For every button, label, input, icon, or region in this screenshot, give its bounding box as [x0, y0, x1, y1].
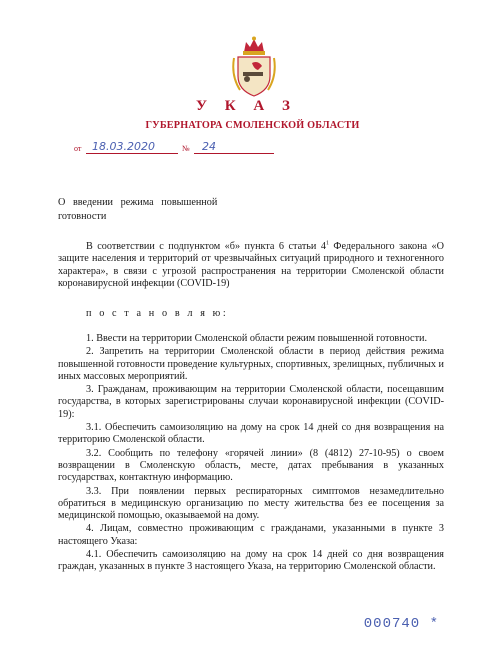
coat-of-arms-emblem	[230, 36, 278, 98]
preamble-superscript: 1	[325, 240, 329, 247]
decree-item-3-2: 3.2. Сообщить по телефону «горячей линии» (8 (4812) 27-10-95) о своем возвращении в Смоленскую область, месте, датах пребывания в указанных государствах, контактную информацию.	[58, 447, 444, 484]
decree-title: У К А З	[196, 98, 297, 114]
preamble-part-1: В соответствии с подпунктом «б» пункта 6 статьи 4	[86, 241, 326, 252]
decree-item-4-1: 4.1. Обеспечить самоизоляцию на дому на срок 14 дней со дня возвращения граждан, указанных в пункте 3 настоящего Указа, на территорию Смоленской области.	[58, 549, 444, 573]
decree-item-4: 4. Лицам, совместно проживающим с гражданами, указанными в пункте 3 настоящего Указа:	[58, 523, 444, 547]
number-handwritten: 24	[202, 140, 216, 153]
resolve-heading: п о с т а н о в л я ю:	[86, 308, 229, 319]
decree-items	[58, 333, 444, 575]
date-number-line	[74, 140, 274, 156]
date-underline	[86, 153, 178, 154]
subject-line-1: О введении режима повышенной	[58, 197, 218, 208]
decree-item-1: 1. Ввести на территории Смоленской области режим повышенной готовности.	[86, 333, 428, 344]
number-underline	[194, 153, 274, 154]
subject-line-2: готовности	[58, 211, 107, 222]
date-label: от	[74, 144, 82, 153]
decree-issuer: ГУБЕРНАТОРА СМОЛЕНСКОЙ ОБЛАСТИ	[145, 120, 360, 131]
decree-item-3-3: 3.3. При появлении первых респираторных симптомов незамедлительно обратиться в медицинскую организацию по месту жительства без ее посещения за медицинской помощью, оказываемой на дому.	[58, 485, 444, 522]
registration-stamp-number: 000740 *	[363, 616, 439, 632]
number-label: №	[182, 144, 190, 153]
preamble-part-2: Федерального закона «О защите населения и территорий от чрезвычайных ситуаций природного и техногенного характера», в связи с угрозой распространения на территории Смоленской области коронавирусной инфекции (COVID-19)	[58, 241, 445, 289]
decree-item-2: 2. Запретить на территории Смоленской области в период действия режима повышенной готовности проведение культурных, спортивных, зрелищных, публичных и иных массовых мероприятий.	[58, 346, 444, 382]
date-handwritten: 18.03.2020	[92, 140, 155, 153]
decree-item-3: 3. Гражданам, проживающим на территории Смоленской области, посещавшим государства, в которых зарегистрированы случаи коронавирусной инфекции (COVID-19):	[58, 384, 444, 420]
decree-subject	[58, 196, 258, 224]
preamble-paragraph	[58, 241, 444, 290]
decree-item-3-1: 3.1. Обеспечить самоизоляцию на дому на срок 14 дней со дня возвращения на территорию Смоленской области.	[58, 422, 444, 446]
